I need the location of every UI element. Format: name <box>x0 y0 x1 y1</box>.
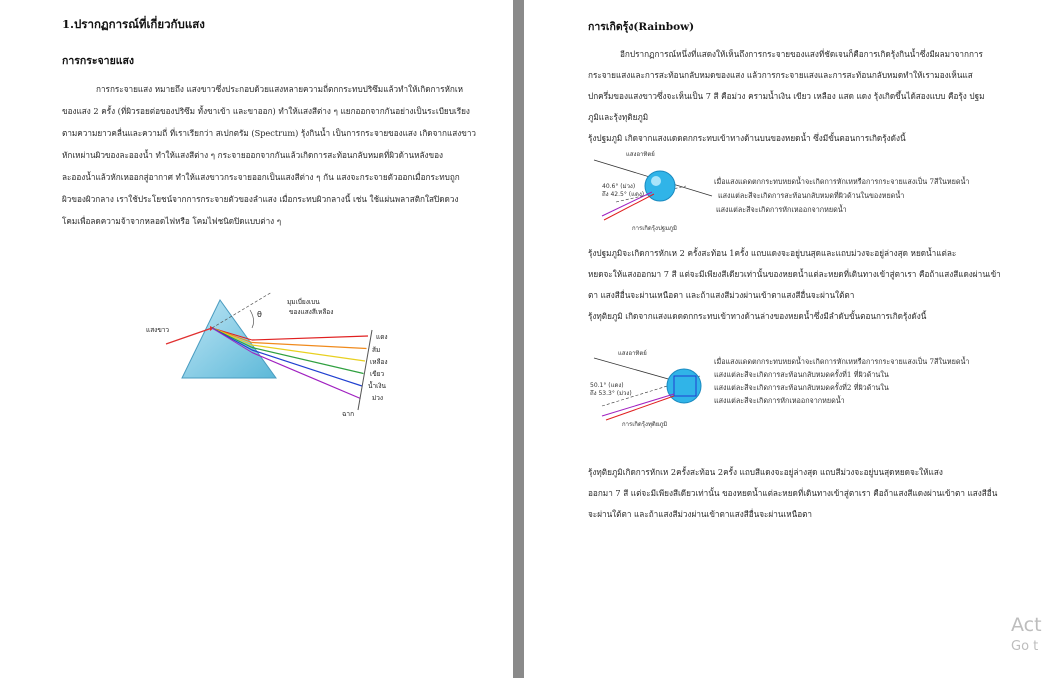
watermark-line: Go t <box>1011 639 1039 654</box>
note-line: แสงแต่ละสีจะเกิดการสะท้อนกลับหมดครั้งที่1 ที่ผิวด้านใน <box>714 370 889 379</box>
white-light-label: แสงขาว <box>146 326 170 334</box>
color-label-orange: ส้ม <box>372 346 381 354</box>
paragraph-line: หยดจะให้แสงออกมา 7 สี แต่จะมีเพียงสีเดียวเท่านั้นของหยดน้ำแต่ละหยดที่เดินทางเข้าสู่ตาเรา คือถ้าแสงสีแดงผ่านเข้า <box>588 269 1001 279</box>
paragraph-line: ของแสง 2 ครั้ง (ที่ผิวรอยต่อของปริซึม ทั้งขาเข้า และขาออก) ทำให้แสงสีต่าง ๆ แยกออกจากกันอย่างเป็นระเบียบเรียง <box>62 106 470 116</box>
note-line: เมื่อแสงแดดตกกระทบหยดน้ำจะเกิดการหักเหหรือการกระจายแสงเป็น 7สีในหยดน้ำ <box>714 177 970 186</box>
angle-symbol: θ <box>257 310 262 319</box>
paragraph-line: ละอองน้ำแล้วหักเหออกสู่อากาศ ทำให้แสงขาวกระจายออกเป็นแสงสีต่าง ๆ กัน แสงจะกระจายตัวออกเมื่อกระทบถูก <box>62 172 460 182</box>
color-label-red: แดง <box>376 333 388 341</box>
activate-windows-watermark <box>1011 614 1042 658</box>
prism-dispersion-figure <box>140 282 400 420</box>
paragraph-line: ออกมา 7 สี แต่จะมีเพียงสีเดียวเท่านั้น ของหยดน้ำแต่ละหยดที่เดินทางเข้าสู่ตาเรา คือถ้าแสงสีแดงผ่านเข้าตา แสงสีอื่น <box>588 488 998 498</box>
angle-label: ถึง 42.5° (แดง) <box>602 191 645 198</box>
secondary-rainbow-paragraph <box>588 462 1018 525</box>
figure-caption: การเกิดรุ้งทุติยภูมิ <box>622 421 668 428</box>
angle-label: 40.6° (ม่วง) <box>602 183 636 190</box>
figure-caption: การเกิดรุ้งปฐมภูมิ <box>632 225 677 232</box>
note-line: แสงแต่ละสีจะเกิดการหักเหออกจากหยดน้ำ <box>716 205 847 214</box>
paragraph-line: ตา แสงสีอื่นจะผ่านเหนือตา และถ้าแสงสีม่วงผ่านเข้าตาแสงสีอื่นจะผ่านใต้ตา <box>588 290 855 300</box>
paragraph-line: รุ้งทุติยภูมิเกิดการหักเห 2ครั้งสะท้อน 2ครั้ง แถบสีแดงจะอยู่ล่างสุด แถบสีม่วงจะอยู่บนสุดหยดจะให้แสง <box>588 467 943 477</box>
primary-rainbow-paragraph <box>588 243 1018 327</box>
primary-rainbow-notes <box>714 175 969 217</box>
paragraph-line: การกระจายแสง หมายถึง แสงขาวซึ่งประกอบด้วยแสงหลายความถี่ตกกระทบปริซึมแล้วทำให้เกิดการหักเห <box>96 84 464 94</box>
red-exit-ray <box>606 396 674 420</box>
document-page-right <box>524 0 1038 678</box>
paragraph-line: โคมเพื่อลดความจ้าจากหลอดไฟหรือ โคมไฟชนิดปิดแบบต่าง ๆ <box>62 216 282 226</box>
color-label-green: เขียว <box>370 370 385 378</box>
section-heading: 1.ปรากฏการณ์ที่เกี่ยวกับแสง <box>62 17 205 31</box>
angle-label: ถึง 53.3° (ม่วง) <box>590 390 632 397</box>
dispersed-ray <box>252 336 368 340</box>
note-line: แสงแต่ละสีจะเกิดการสะท้อนกลับหมดครั้งที่2 ที่ผิวด้านใน <box>714 383 889 392</box>
dispersion-paragraph <box>62 78 477 232</box>
paragraph-line: จะผ่านใต้ตา และถ้าแสงสีม่วงผ่านเข้าตาแสงสีอื่นจะผ่านเหนือตา <box>588 509 813 519</box>
note-line: แสงแต่ละสีจะเกิดการหักเหออกจากหยดน้ำ <box>714 396 845 405</box>
angle-label: 50.1° (แดง) <box>590 382 624 389</box>
color-label-violet: ม่วง <box>372 394 384 402</box>
primary-rainbow-figure <box>594 146 714 234</box>
color-label-blue: น้ำเงิน <box>368 382 386 390</box>
document-page-left <box>0 0 513 678</box>
secondary-rainbow-figure <box>588 346 718 428</box>
note-line: แสงแต่ละสีจะเกิดการสะท้อนกลับหมดที่ผิวด้านในของหยดน้ำ <box>718 191 905 200</box>
sunlight-label: แสงอาทิตย์ <box>626 151 655 158</box>
sunlight-label: แสงอาทิตย์ <box>618 350 647 357</box>
paragraph-line: รุ้งทุติยภูมิ เกิดจากแสงแดดตกกระทบเข้าทางด้านล่างของหยดน้ำซึ่งมีลำดับขั้นตอนการเกิดรุ้งดังนี้ <box>588 311 927 321</box>
paragraph-line: หักเหผ่านผิวของละอองน้ำ ทำให้แสงสีต่าง ๆ กระจายออกจากกันแล้วเกิดการสะท้อนกลับหมดที่ผิวด้านหลังของ <box>62 150 444 160</box>
rainbow-heading: การเกิดรุ้ง(Rainbow) <box>588 21 695 33</box>
color-label-yellow: เหลือง <box>370 358 388 366</box>
paragraph-line: ปกครึ่มของแสงขาวซึ่งจะเห็นเป็น 7 สี คือม่วง ครามน้ำเงิน เขียว เหลือง แสด แดง รุ้งเกิดขึ้นได้สองแบบ คือรุ้ง ปฐม <box>588 91 985 101</box>
paragraph-line: ผิวของผิวกลาง เราใช้ประโยชน์จากการกระจายตัวของลำแสง เมื่อกระทบผิวกลางนี้ เช่น ใช้แผ่นพลาสติกใสปิดดวง <box>62 194 459 204</box>
deviation-angle-label: มุมเบี่ยงเบน <box>287 298 320 306</box>
page-gutter <box>513 0 524 678</box>
paragraph-line: ภูมิและรุ้งทุติยภูมิ <box>588 112 649 122</box>
deviation-angle-arc <box>250 310 254 328</box>
screen-label: ฉาก <box>342 410 355 418</box>
paragraph-line: รุ้งปฐมภูมิ เกิดจากแสงแดดตกกระทบเข้าทางด้านบนของหยดน้ำ ซึ่งมีขั้นตอนการเกิดรุ้งดังนี้ <box>588 133 906 143</box>
paragraph-line: กระจายแสงและการสะท้อนกลับหมดของแสง แล้วการกระจายแสงและการสะท้อนกลับหมดทำให้เรามองเห็นแส <box>588 70 973 80</box>
paragraph-line: ตามความยาวคลื่นและความถี่ ที่เราเรียกว่า สเปกตรัม (Spectrum) รุ้งกินน้ำ เป็นการกระจายของแสง เกิดจากแสงขาว <box>62 128 477 138</box>
paragraph-line: รุ้งปฐมภูมิจะเกิดการหักเห 2 ครั้งสะท้อน 1ครั้ง แถบแดงจะอยู่บนสุดและแถบม่วงจะอยู่ล่างสุด หยดน้ำแต่ละ <box>588 248 957 258</box>
secondary-rainbow-notes <box>714 355 969 407</box>
deviation-angle-label: ของแสงสีเหลือง <box>289 308 334 316</box>
note-line: เมื่อแสงแดดตกกระทบหยดน้ำจะเกิดการหักเหหรือการกระจายแสงเป็น 7สีในหยดน้ำ <box>714 357 970 366</box>
paragraph-line: อีกปรากฏการณ์หนึ่งที่แสดงให้เห็นถึงการกระจายของแสงที่ชัดเจนก็คือการเกิดรุ้งกินน้ำซึ่งมีผลมาจากการ <box>620 49 983 59</box>
rainbow-intro-paragraph <box>588 44 1012 149</box>
violet-exit-ray <box>602 394 674 416</box>
watermark-line: Act <box>1011 614 1042 636</box>
subsection-heading: การกระจายแสง <box>62 55 135 67</box>
